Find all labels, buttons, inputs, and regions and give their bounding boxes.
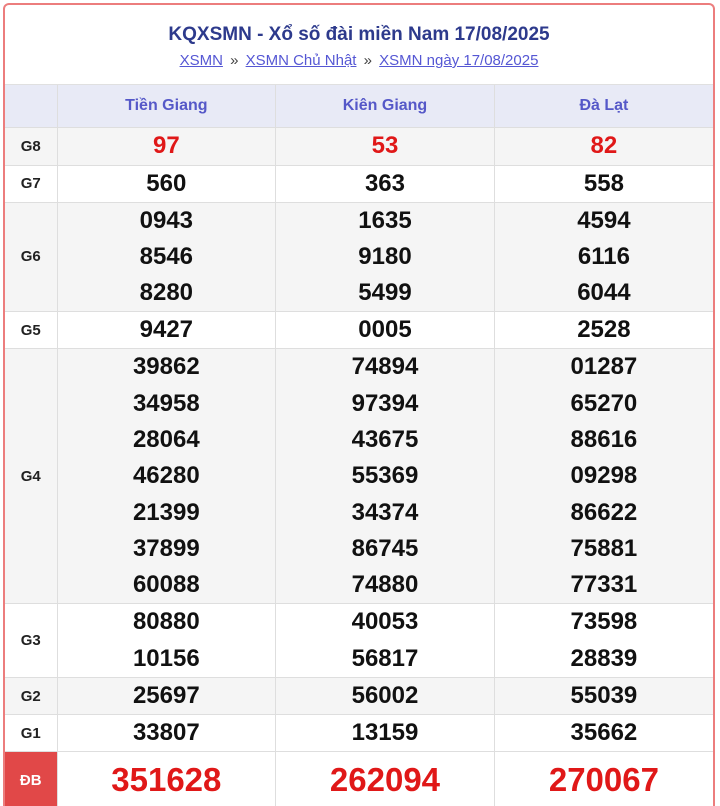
result-number: 9180 — [358, 242, 412, 270]
prize-row-g8 — [5, 127, 713, 165]
prize-row-g1 — [5, 715, 713, 752]
result-number: 88616 — [570, 425, 638, 453]
result-number: 25697 — [132, 682, 200, 710]
result-number: 65270 — [570, 389, 638, 417]
results-panel — [3, 3, 715, 806]
result-number: 363 — [364, 169, 405, 197]
breadcrumb-link-xsmn-date[interactable]: XSMN ngày 17/08/2025 — [379, 52, 539, 69]
result-cell — [276, 715, 495, 752]
result-number: 74894 — [351, 353, 419, 381]
prize-label: G6 — [5, 202, 57, 312]
result-number: 97394 — [351, 389, 419, 417]
result-number: 6116 — [577, 242, 630, 270]
result-cell — [276, 752, 495, 806]
result-cell — [276, 127, 495, 165]
result-cell — [276, 312, 495, 349]
province-header-da-lat: Đà Lạt — [494, 85, 713, 127]
prize-label: G1 — [5, 715, 57, 752]
special-prize-label: ĐB — [5, 752, 57, 806]
result-cell — [276, 678, 495, 715]
result-number: 21399 — [132, 498, 200, 526]
result-number: 55369 — [351, 462, 419, 490]
result-cell — [494, 165, 713, 202]
result-number: 60088 — [132, 571, 200, 599]
prize-label: G8 — [5, 127, 57, 165]
result-number: 37899 — [132, 534, 200, 562]
result-cell — [57, 165, 276, 202]
result-cell — [57, 604, 276, 678]
breadcrumb-separator: » — [363, 52, 372, 69]
results-header — [5, 5, 713, 85]
prize-row-g2 — [5, 678, 713, 715]
result-cell — [276, 202, 495, 312]
result-cell — [57, 715, 276, 752]
result-cell — [57, 349, 276, 604]
result-number: 34374 — [351, 498, 419, 526]
result-number: 56817 — [351, 644, 419, 672]
province-header-tien-giang: Tiền Giang — [57, 85, 276, 127]
result-number: 77331 — [570, 571, 638, 599]
result-number: 86745 — [351, 534, 419, 562]
result-number: 73598 — [570, 608, 638, 636]
table-header-row — [5, 85, 713, 127]
special-prize-number: 270067 — [548, 761, 659, 799]
result-cell — [494, 678, 713, 715]
result-number: 28064 — [132, 425, 200, 453]
prize-label: G3 — [5, 604, 57, 678]
breadcrumb-link-xsmn[interactable]: XSMN — [179, 52, 223, 69]
result-number: 0943 — [139, 206, 194, 234]
result-number: 46280 — [132, 462, 200, 490]
results-table — [5, 85, 713, 806]
result-number: 9427 — [139, 316, 194, 344]
page-title: KQXSMN - Xổ số đài miền Nam 17/08/2025 — [168, 24, 550, 45]
result-number: 35662 — [570, 719, 638, 747]
result-number: 40053 — [351, 608, 419, 636]
result-number: 74880 — [351, 571, 419, 599]
special-prize-number: 262094 — [329, 761, 441, 799]
result-number: 86622 — [570, 498, 638, 526]
result-number: 33807 — [132, 719, 200, 747]
result-cell — [57, 678, 276, 715]
result-number: 97 — [152, 132, 180, 159]
result-number: 01287 — [570, 353, 638, 381]
result-cell — [276, 604, 495, 678]
result-number: 2528 — [577, 316, 631, 344]
result-number: 6044 — [577, 279, 631, 307]
result-cell — [494, 752, 713, 806]
result-cell — [57, 127, 276, 165]
prize-row-g4 — [5, 349, 713, 604]
result-cell — [494, 715, 713, 752]
result-number: 1635 — [358, 206, 412, 234]
result-number: 13159 — [351, 719, 419, 747]
breadcrumb-separator: » — [230, 52, 239, 69]
prize-row-g7 — [5, 165, 713, 202]
result-number: 34958 — [132, 389, 200, 417]
result-cell — [276, 165, 495, 202]
result-cell — [494, 127, 713, 165]
result-number: 8546 — [139, 242, 194, 270]
result-cell — [494, 349, 713, 604]
province-header-kien-giang: Kiên Giang — [276, 85, 495, 127]
result-number: 8280 — [139, 279, 194, 307]
result-number: 10156 — [132, 644, 200, 672]
result-number: 39862 — [132, 353, 200, 381]
result-number: 0005 — [358, 316, 412, 344]
result-cell — [494, 604, 713, 678]
result-number: 5499 — [358, 279, 412, 307]
result-cell — [57, 202, 276, 312]
prize-row-special — [5, 752, 713, 806]
result-number: 56002 — [351, 682, 419, 710]
prize-row-g6 — [5, 202, 713, 312]
result-cell — [494, 202, 713, 312]
prize-label: G7 — [5, 165, 57, 202]
prize-row-g5 — [5, 312, 713, 349]
prize-label: G5 — [5, 312, 57, 349]
result-cell — [57, 312, 276, 349]
result-cell — [276, 349, 495, 604]
result-number: 28839 — [570, 644, 638, 672]
result-number: 560 — [146, 169, 187, 197]
result-number: 75881 — [570, 534, 638, 562]
result-number: 55039 — [570, 682, 638, 710]
breadcrumb-link-xsmn-chu-nhat[interactable]: XSMN Chủ Nhật — [245, 52, 357, 69]
special-prize-number: 351628 — [111, 761, 222, 799]
result-number: 558 — [583, 169, 624, 197]
result-number: 4594 — [577, 206, 631, 234]
result-number: 80880 — [132, 608, 200, 636]
result-cell — [494, 312, 713, 349]
breadcrumb — [5, 52, 713, 70]
result-number: 43675 — [351, 425, 419, 453]
prize-row-g3 — [5, 604, 713, 678]
result-number: 82 — [590, 132, 618, 159]
prize-label: G4 — [5, 349, 57, 604]
prize-label: G2 — [5, 678, 57, 715]
result-number: 09298 — [570, 462, 638, 490]
result-cell — [57, 752, 276, 806]
result-number: 53 — [371, 132, 399, 159]
header-corner-cell — [5, 85, 57, 127]
